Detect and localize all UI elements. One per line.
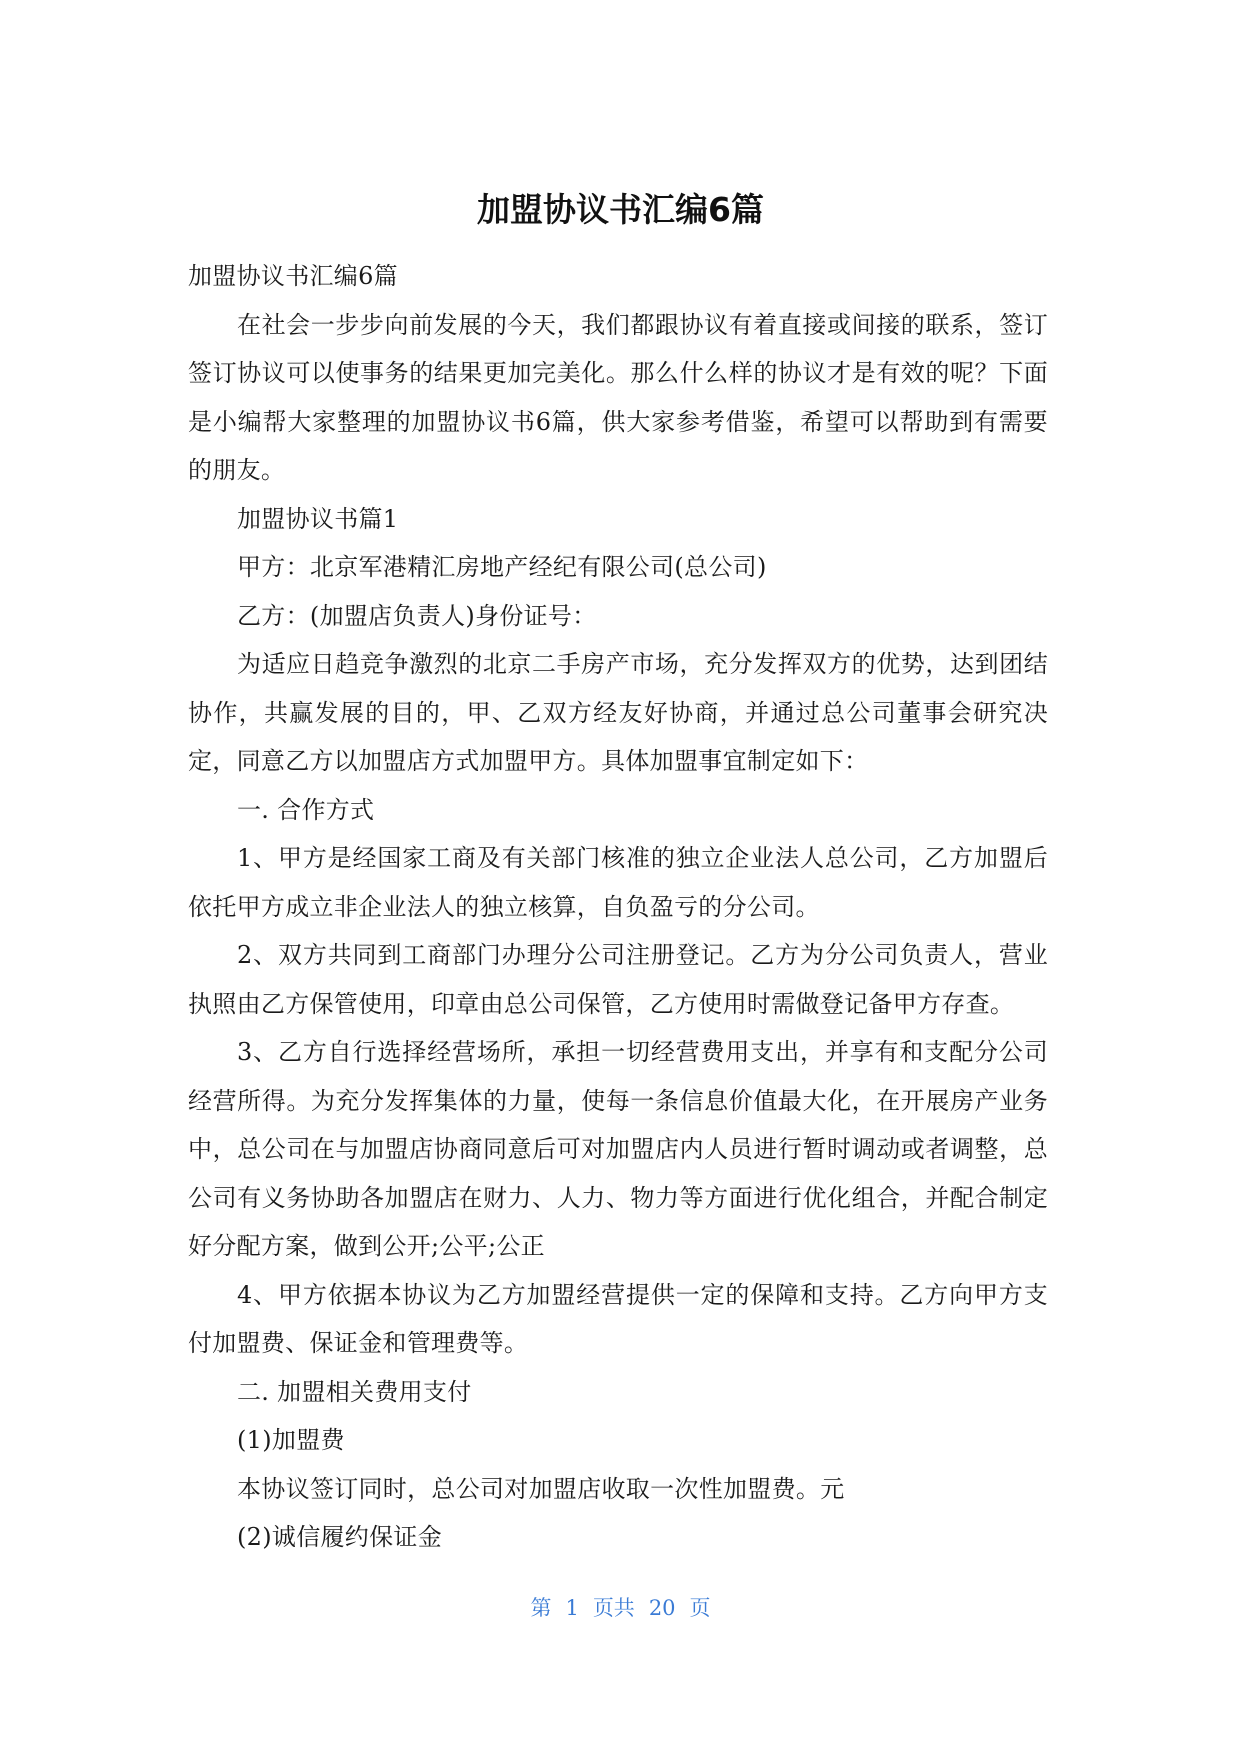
current-page-number: 1 bbox=[565, 1596, 579, 1620]
page-footer bbox=[0, 1593, 1241, 1623]
party-a-paragraph: 甲方：北京军港精汇房地产经纪有限公司(总公司) bbox=[237, 553, 767, 581]
clause-paragraph: 2、双方共同到工商部门办理分公司注册登记。乙方为分公司负责人，营业执照由乙方保管使用，印章由总公司保管，乙方使用时需做登记备甲方存查。 bbox=[188, 941, 1048, 1018]
clause-heading: 一. 合作方式 bbox=[237, 795, 375, 824]
sub-clause-heading: (1)加盟费 bbox=[237, 1426, 345, 1454]
document-title: 加盟协议书汇编6篇 bbox=[477, 190, 764, 229]
total-pages-number: 20 bbox=[648, 1596, 676, 1620]
clause-paragraph: 3、乙方自行选择经营场所，承担一切经营费用支出，并享有和支配分公司经营所得。为充分发挥集体的力量，使每一条信息价值最大化，在开展房产业务中，总公司在与加盟店协商同意后可对加盟店内人员进行暂时调动或者调整，总公司有义务协助各加盟店在财力、人力、物力等方面进行优化组合，并配合制定好分配方案，做到公开;公平;公正 bbox=[188, 1038, 1048, 1260]
page-label-prefix: 第 bbox=[530, 1596, 552, 1620]
page-label-suffix: 页 bbox=[689, 1596, 711, 1620]
clause-paragraph: 1、甲方是经国家工商及有关部门核准的独立企业法人总公司，乙方加盟后依托甲方成立非企业法人的独立核算，自负盈亏的分公司。 bbox=[188, 844, 1048, 921]
subtitle-paragraph: 加盟协议书汇编6篇 bbox=[188, 262, 398, 290]
clause-paragraph: 本协议签订同时，总公司对加盟店收取一次性加盟费。元 bbox=[237, 1474, 845, 1503]
body-paragraph: 为适应日趋竞争激烈的北京二手房产市场，充分发挥双方的优势，达到团结协作，共赢发展的目的，甲、乙双方经友好协商，并通过总公司董事会研究决定，同意乙方以加盟店方式加盟甲方。具体加盟事宜制定如下： bbox=[188, 650, 1048, 775]
clause-paragraph: 4、甲方依据本协议为乙方加盟经营提供一定的保障和支持。乙方向甲方支付加盟费、保证金和管理费等。 bbox=[188, 1280, 1048, 1357]
clause-heading: 二. 加盟相关费用支付 bbox=[237, 1377, 472, 1406]
document-body bbox=[188, 252, 1048, 1562]
section-heading: 加盟协议书篇1 bbox=[237, 504, 399, 533]
party-b-paragraph: 乙方：(加盟店负责人)身份证号： bbox=[237, 601, 597, 630]
sub-clause-heading: (2)诚信履约保证金 bbox=[237, 1523, 442, 1551]
page-label-mid: 页共 bbox=[592, 1596, 635, 1620]
intro-paragraph: 在社会一步步向前发展的今天，我们都跟协议有着直接或间接的联系，签订签订协议可以使事务的结果更加完美化。那么什么样的协议才是有效的呢？下面是小编帮大家整理的加盟协议书6篇，供大家参考借鉴，希望可以帮助到有需要的朋友。 bbox=[188, 310, 1048, 484]
